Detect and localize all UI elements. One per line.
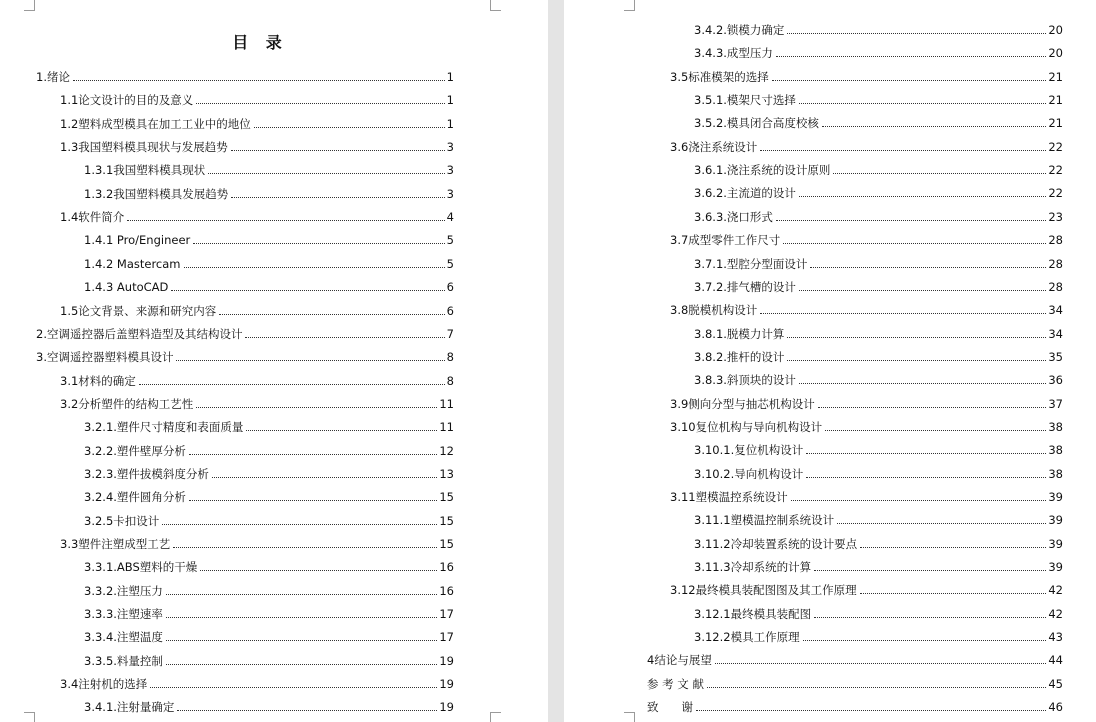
toc-leader-dots [246, 430, 437, 431]
toc-entry-title: 3.11.1塑模温控制系统设计 [694, 513, 835, 528]
toc-leader-dots [791, 500, 1047, 501]
toc-leader-dots [189, 454, 437, 455]
toc-entry-title: 3.3.4.注塑温度 [84, 630, 163, 645]
toc-leader-dots [184, 267, 445, 268]
toc-entry-title: 4结论与展望 [647, 653, 712, 668]
toc-entry-title: 3.5.1.模架尺寸选择 [694, 93, 796, 108]
toc-entry-title: 3.11.3冷却系统的计算 [694, 560, 812, 575]
toc-entry-title: 致 谢 [647, 700, 693, 715]
toc-entry[interactable] [694, 110, 1063, 130]
toc-entry-page-number: 15 [439, 490, 454, 505]
toc-entry-page-number: 5 [446, 256, 454, 271]
toc-entry[interactable] [84, 578, 454, 598]
toc-entry[interactable] [694, 87, 1063, 107]
toc-entry-page-number: 8 [446, 350, 454, 365]
toc-entry-page-number: 20 [1048, 23, 1063, 37]
toc-entry-page-number: 16 [439, 583, 454, 598]
toc-leader-dots [231, 150, 445, 151]
toc-entry-page-number: 39 [1048, 536, 1063, 551]
toc-entry-title: 1.4.1 Pro/Engineer [84, 233, 191, 248]
toc-leader-dots [825, 430, 1046, 431]
toc-leader-dots [822, 126, 1046, 127]
toc-leader-dots [860, 547, 1046, 548]
toc-leader-dots [760, 150, 1046, 151]
toc-leader-dots [166, 664, 437, 665]
toc-entry-title: 3.3.3.注塑速率 [84, 607, 163, 622]
toc-entry[interactable] [84, 227, 454, 247]
toc-entry-title: 3.4.3.成型压力 [694, 46, 773, 61]
toc-entry[interactable] [84, 601, 454, 621]
toc-entry[interactable] [694, 157, 1063, 177]
toc-leader-dots [176, 360, 444, 361]
toc-entry[interactable] [694, 204, 1063, 224]
toc-title: 目 录 [232, 33, 288, 52]
toc-entry[interactable] [84, 508, 454, 528]
toc-entry[interactable] [60, 671, 454, 691]
toc-entry-page-number: 45 [1048, 676, 1063, 691]
toc-leader-dots [818, 407, 1047, 408]
toc-entry-title: 3.6.3.浇口形式 [694, 209, 773, 224]
toc-entry[interactable] [84, 554, 454, 574]
toc-entry-page-number: 37 [1048, 396, 1063, 411]
toc-entry-title: 1.4.3 AutoCAD [84, 280, 169, 295]
toc-entry-title: 3.3.5.料量控制 [84, 653, 163, 668]
toc-entry-title: 1.绪论 [36, 70, 70, 84]
toc-entry-title: 1.1论文设计的目的及意义 [60, 93, 194, 108]
toc-entry[interactable] [60, 204, 454, 224]
toc-entry-title: 3.4.1.注射量确定 [84, 700, 175, 715]
toc-entry[interactable] [60, 111, 454, 131]
toc-entry[interactable] [694, 180, 1063, 200]
toc-entry-title: 1.4.2 Mastercam [84, 256, 181, 271]
toc-entry[interactable] [670, 64, 1063, 84]
toc-entry[interactable] [694, 507, 1063, 527]
toc-entry[interactable] [670, 414, 1063, 434]
toc-entry[interactable] [36, 64, 454, 84]
toc-entry-page-number: 34 [1048, 303, 1063, 318]
crop-mark [624, 0, 635, 11]
toc-leader-dots [200, 570, 437, 571]
toc-entry-title: 3.10复位机构与导向机构设计 [670, 419, 823, 434]
toc-leader-dots [696, 710, 1046, 711]
toc-entry-page-number: 21 [1048, 93, 1063, 108]
toc-entry-page-number: 15 [439, 537, 454, 551]
toc-entry-title: 1.3.1我国塑料模具现状 [84, 163, 206, 178]
toc-entry[interactable] [36, 321, 454, 341]
toc-leader-dots [787, 337, 1046, 338]
toc-entry[interactable] [694, 437, 1063, 457]
toc-leader-dots [833, 173, 1046, 174]
toc-leader-dots [810, 267, 1046, 268]
toc-entry-page-number: 23 [1048, 209, 1063, 224]
toc-entry-title: 3.12.2模具工作原理 [694, 630, 800, 645]
toc-entry[interactable] [694, 601, 1063, 621]
toc-leader-dots [173, 547, 437, 548]
toc-entry-page-number: 38 [1048, 443, 1063, 458]
toc-entry-title: 3.12最终模具装配图图及其工作原理 [670, 583, 857, 598]
toc-leader-dots [837, 523, 1046, 524]
toc-leader-dots [783, 243, 1046, 244]
toc-entry-page-number: 39 [1048, 490, 1063, 504]
toc-entry-page-number: 44 [1048, 653, 1063, 668]
toc-entry-page-number: 36 [1048, 373, 1063, 388]
toc-entry[interactable] [84, 414, 454, 434]
toc-leader-dots [707, 687, 1046, 688]
toc-entry-page-number: 13 [439, 466, 454, 481]
toc-leader-dots [806, 477, 1046, 478]
toc-entry-title: 3.1材料的确定 [60, 373, 136, 388]
toc-entry-title: 3.11.2冷却装置系统的设计要点 [694, 536, 858, 551]
toc-entry[interactable] [694, 531, 1063, 551]
toc-leader-dots [139, 384, 445, 385]
toc-entry[interactable] [60, 531, 454, 551]
toc-entry[interactable] [670, 227, 1063, 247]
toc-entry-page-number: 35 [1048, 349, 1063, 364]
toc-entry-title: 3.6.1.浇注系统的设计原则 [694, 163, 831, 178]
toc-entry-title: 3.10.2.导向机构设计 [694, 466, 804, 481]
toc-entry-page-number: 19 [439, 653, 454, 668]
toc-entry[interactable] [84, 181, 454, 201]
toc-leader-dots [776, 56, 1046, 57]
crop-mark [490, 712, 501, 722]
toc-entry-page-number: 1 [446, 116, 454, 131]
toc-entry-page-number: 3 [446, 186, 454, 201]
toc-entry-page-number: 5 [446, 233, 454, 248]
toc-entry-page-number: 11 [439, 420, 454, 435]
crop-mark [24, 712, 35, 722]
toc-leader-dots [73, 80, 445, 81]
toc-leader-dots [776, 220, 1046, 221]
toc-leader-dots [799, 290, 1046, 291]
toc-entry-title: 3.2.5卡扣设计 [84, 513, 160, 528]
toc-entry-title: 3.2.3.塑件拔模斜度分析 [84, 466, 209, 481]
toc-entry[interactable] [647, 647, 1063, 667]
toc-entry-title: 1.2塑料成型模具在加工工业中的地位 [60, 116, 251, 131]
toc-entry-title: 3.9侧向分型与抽芯机构设计 [670, 396, 815, 411]
toc-leader-dots [127, 220, 444, 221]
toc-entry[interactable] [670, 391, 1063, 411]
toc-entry[interactable] [670, 134, 1063, 154]
toc-entry[interactable] [60, 391, 454, 411]
toc-leader-dots [150, 687, 437, 688]
toc-entry-page-number: 39 [1048, 513, 1063, 528]
toc-leader-dots [806, 453, 1046, 454]
toc-entry-page-number: 12 [439, 443, 454, 458]
toc-entry-page-number: 21 [1048, 116, 1063, 131]
toc-entry-title: 3.3.2.注塑压力 [84, 583, 163, 598]
toc-entry-page-number: 39 [1048, 560, 1063, 575]
toc-leader-dots [196, 407, 437, 408]
toc-entry-title: 1.5论文背景、来源和研究内容 [60, 303, 217, 318]
toc-leader-dots [171, 290, 444, 291]
toc-entry-page-number: 28 [1048, 256, 1063, 271]
toc-entry[interactable] [670, 297, 1063, 317]
toc-entry-page-number: 15 [439, 513, 454, 528]
toc-entry-page-number: 6 [446, 303, 454, 318]
toc-entry-title: 3.4.2.锁模力确定 [694, 23, 785, 37]
toc-entry-title: 3.8.3.斜顶块的设计 [694, 373, 796, 388]
toc-entry-title: 3.8脱模机构设计 [670, 303, 758, 318]
toc-entry-page-number: 3 [446, 163, 454, 178]
toc-leader-dots [715, 663, 1047, 664]
toc-entry-page-number: 38 [1048, 466, 1063, 481]
toc-entry-title: 3.4注射机的选择 [60, 677, 148, 692]
toc-entry[interactable] [36, 344, 454, 364]
toc-leader-dots [799, 103, 1046, 104]
toc-entry[interactable] [84, 274, 454, 294]
toc-entry[interactable] [670, 577, 1063, 597]
toc-leader-dots [860, 593, 1047, 594]
crop-mark [490, 0, 501, 11]
toc-entry-title: 3.8.2.推杆的设计 [694, 349, 785, 364]
toc-page-right [564, 0, 1096, 722]
toc-entry[interactable] [694, 251, 1063, 271]
toc-entry-page-number: 7 [446, 326, 454, 341]
toc-entry-page-number: 34 [1048, 326, 1063, 341]
toc-entry-page-number: 22 [1048, 186, 1063, 201]
toc-entry[interactable] [60, 368, 454, 388]
toc-entry-title: 3.11塑模温控系统设计 [670, 490, 788, 504]
toc-entry-page-number: 38 [1048, 419, 1063, 434]
toc-entry-page-number: 17 [439, 607, 454, 622]
toc-entry[interactable] [694, 40, 1063, 60]
toc-entry[interactable] [60, 298, 454, 318]
toc-entry-page-number: 17 [439, 630, 454, 645]
toc-entry-title: 2.空调遥控器后盖塑料造型及其结构设计 [36, 326, 243, 341]
toc-entry[interactable] [84, 461, 454, 481]
toc-entry[interactable] [84, 624, 454, 644]
toc-entry-page-number: 42 [1048, 583, 1063, 598]
toc-leader-dots [189, 500, 437, 501]
toc-leader-dots [772, 80, 1047, 81]
toc-entry[interactable] [84, 648, 454, 668]
toc-leader-dots [799, 383, 1046, 384]
toc-leader-dots [166, 640, 437, 641]
toc-entry[interactable] [694, 344, 1063, 364]
crop-mark [24, 0, 35, 11]
toc-entry-page-number: 8 [446, 373, 454, 388]
toc-leader-dots [208, 173, 444, 174]
toc-leader-dots [760, 313, 1046, 314]
toc-entry-title: 3.10.1.复位机构设计 [694, 443, 804, 458]
toc-leader-dots [166, 617, 437, 618]
toc-entry-title: 3.5标准模架的选择 [670, 69, 769, 84]
toc-leader-dots [787, 360, 1046, 361]
toc-entry-title: 3.2分析塑件的结构工艺性 [60, 396, 194, 411]
crop-mark [624, 712, 635, 722]
toc-entry-title: 3.7.1.型腔分型面设计 [694, 256, 808, 271]
toc-entry-title: 3.7.2.排气槽的设计 [694, 279, 796, 294]
toc-entry-page-number: 46 [1048, 700, 1063, 715]
toc-entry[interactable] [84, 157, 454, 177]
toc-entry-page-number: 43 [1048, 630, 1063, 645]
toc-entry[interactable] [694, 321, 1063, 341]
toc-entry-page-number: 21 [1048, 69, 1063, 84]
toc-entry-page-number: 22 [1048, 139, 1063, 154]
toc-entry[interactable] [647, 671, 1063, 691]
toc-leader-dots [212, 477, 437, 478]
toc-entry-title: 3.空调遥控器塑料模具设计 [36, 350, 174, 365]
toc-entry-page-number: 20 [1048, 46, 1063, 61]
toc-entry[interactable] [647, 694, 1063, 714]
toc-entry[interactable] [84, 484, 454, 504]
toc-entry-page-number: 22 [1048, 163, 1063, 178]
toc-entry[interactable] [60, 87, 454, 107]
toc-entry-title: 3.3.1.ABS塑料的干燥 [84, 560, 198, 575]
toc-entry-title: 3.5.2.模具闭合高度校核 [694, 116, 819, 131]
toc-entry-page-number: 4 [446, 210, 454, 225]
toc-leader-dots [245, 337, 444, 338]
toc-leader-dots [799, 196, 1046, 197]
toc-entry[interactable] [694, 17, 1063, 37]
toc-leader-dots [166, 594, 437, 595]
toc-entry[interactable] [60, 134, 454, 154]
toc-entry-page-number: 19 [439, 677, 454, 692]
toc-entry[interactable] [670, 484, 1063, 504]
toc-entry-title: 3.6浇注系统设计 [670, 139, 758, 154]
toc-entry-title: 3.3塑件注塑成型工艺 [60, 537, 171, 551]
toc-leader-dots [193, 243, 444, 244]
toc-leader-dots [162, 524, 437, 525]
toc-entry-title: 3.6.2.主流道的设计 [694, 186, 796, 201]
toc-entry-page-number: 1 [446, 93, 454, 108]
toc-entry[interactable] [694, 554, 1063, 574]
toc-entry-title: 参 考 文 献 [647, 676, 704, 691]
toc-entry-page-number: 19 [439, 700, 454, 715]
toc-entry-page-number: 11 [439, 396, 454, 411]
toc-entry[interactable] [694, 624, 1063, 644]
toc-leader-dots [814, 570, 1046, 571]
toc-leader-dots [803, 640, 1047, 641]
toc-entry-page-number: 42 [1048, 606, 1063, 621]
toc-entry-title: 3.2.2.塑件壁厚分析 [84, 443, 186, 458]
toc-entry-page-number: 1 [446, 70, 454, 84]
toc-entry-title: 3.2.4.塑件圆角分析 [84, 490, 186, 505]
toc-entry-page-number: 6 [446, 280, 454, 295]
toc-entry-title: 3.2.1.塑件尺寸精度和表面质量 [84, 420, 244, 435]
toc-entry-title: 3.12.1最终模具装配图 [694, 606, 812, 621]
toc-leader-dots [219, 314, 444, 315]
toc-leader-dots [177, 710, 437, 711]
toc-entry[interactable] [84, 438, 454, 458]
toc-leader-dots [787, 33, 1046, 34]
toc-entry-page-number: 3 [446, 140, 454, 155]
toc-entry[interactable] [84, 694, 454, 714]
toc-entry-page-number: 16 [439, 560, 454, 575]
toc-entry[interactable] [694, 367, 1063, 387]
toc-entry[interactable] [84, 251, 454, 271]
toc-entry-page-number: 28 [1048, 233, 1063, 248]
toc-entry-title: 1.3我国塑料模具现状与发展趋势 [60, 140, 228, 155]
toc-entry[interactable] [694, 461, 1063, 481]
toc-entry-title: 1.4软件简介 [60, 210, 125, 225]
toc-entry-title: 3.8.1.脱模力计算 [694, 326, 785, 341]
toc-leader-dots [231, 197, 444, 198]
toc-leader-dots [254, 127, 445, 128]
toc-entry-page-number: 28 [1048, 279, 1063, 294]
toc-leader-dots [814, 617, 1046, 618]
toc-entry-title: 1.3.2我国塑料模具发展趋势 [84, 186, 229, 201]
toc-leader-dots [196, 103, 444, 104]
toc-entry-title: 3.7成型零件工作尺寸 [670, 233, 781, 248]
toc-entry[interactable] [694, 274, 1063, 294]
